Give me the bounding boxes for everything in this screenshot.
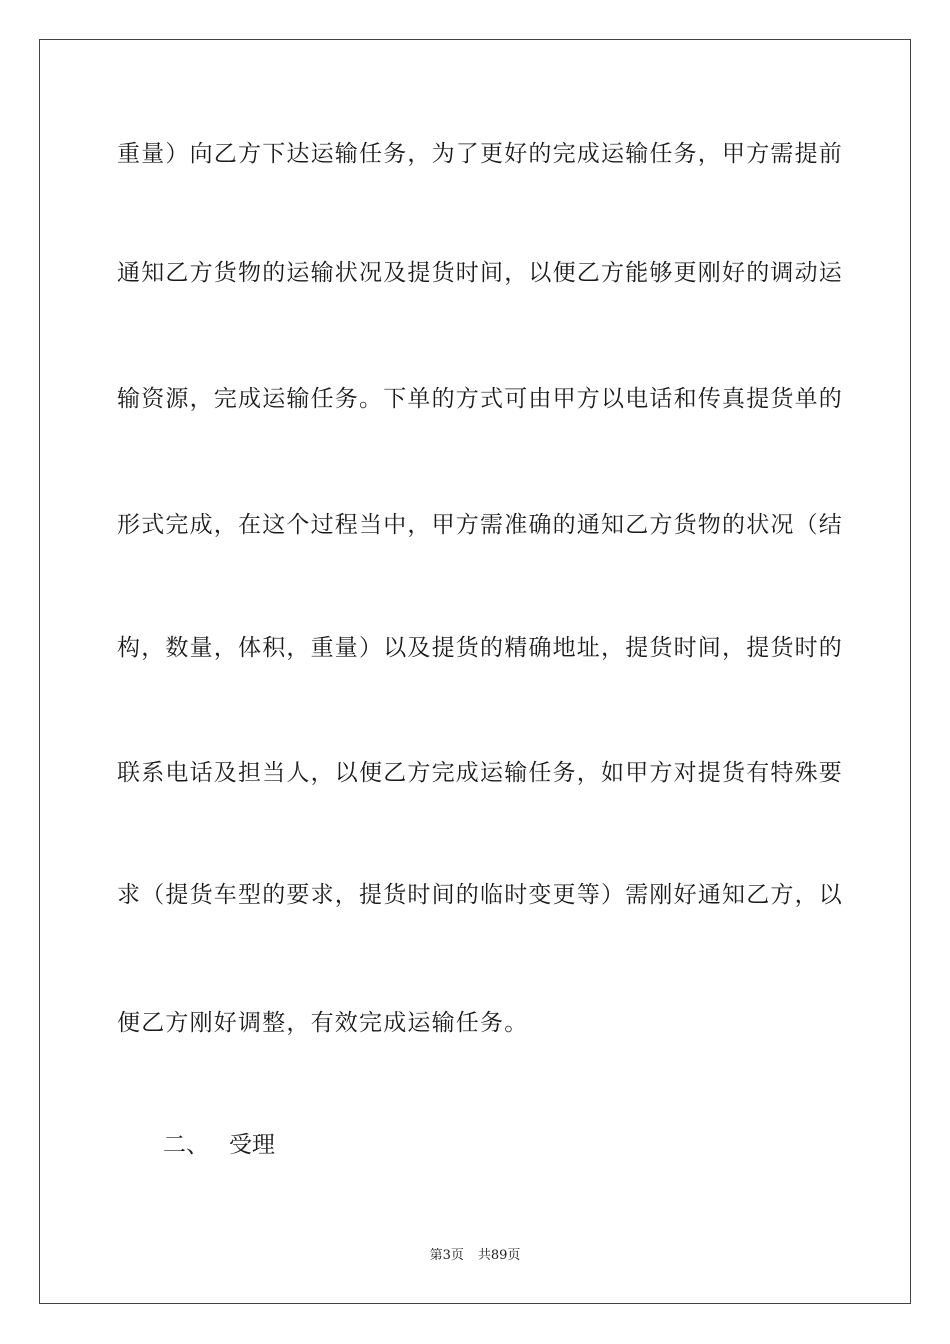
- page-number: 第3页: [429, 1248, 464, 1263]
- total-pages: 共89页: [477, 1248, 521, 1263]
- section-title: 受理: [229, 1132, 275, 1158]
- section-heading: [163, 1130, 275, 1160]
- paragraph-line-1: 重量）向乙方下达运输任务，为了更好的完成运输任务，甲方需提前: [117, 141, 843, 167]
- paragraph-line-8: 便乙方刚好调整，有效完成运输任务。: [117, 1010, 529, 1036]
- paragraph-line-6: 联系电话及担当人，以便乙方完成运输任务，如甲方对提货有特殊要: [117, 760, 843, 786]
- paragraph-line-5: 构，数量，体积，重量）以及提货的精确地址，提货时间，提货时的: [117, 635, 843, 661]
- section-number: 二、: [163, 1132, 209, 1158]
- page-footer: [0, 1247, 950, 1265]
- paragraph-line-7: 求（提货车型的要求，提货时间的临时变更等）需刚好通知乙方，以: [117, 882, 843, 908]
- page-border: [39, 39, 911, 1304]
- paragraph-line-2: 通知乙方货物的运输状况及提货时间，以便乙方能够更刚好的调动运: [117, 260, 843, 286]
- paragraph-line-3: 输资源，完成运输任务。下单的方式可由甲方以电话和传真提货单的: [117, 386, 843, 412]
- paragraph-line-4: 形式完成，在这个过程当中，甲方需准确的通知乙方货物的状况（结: [117, 512, 843, 538]
